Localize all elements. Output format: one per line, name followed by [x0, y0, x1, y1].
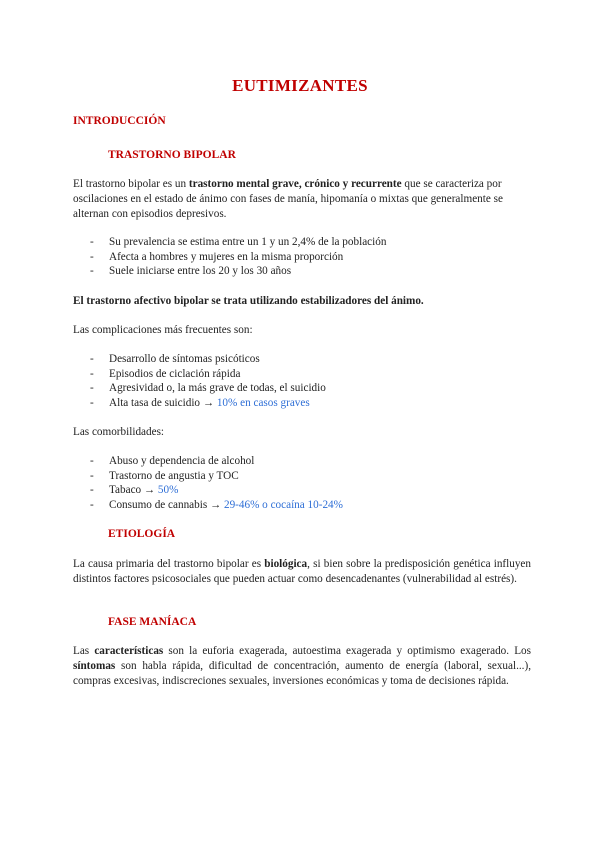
etiology-paragraph: La causa primaria del trastorno bipolar es biológica, si bien sobre la predisposición genética influyen distintos factores psicosociales que pueden actuar como desencadenantes (vulnerabilidad al estrés).: [73, 558, 531, 585]
list-item: - Abuso y dependencia de alcohol: [90, 455, 255, 467]
subheading-etiology: ETIOLOGÍA: [108, 528, 176, 540]
highlight-value: 50%: [157, 484, 179, 496]
list-item: - Agresividad o, la más grave de todas, el suicidio: [90, 382, 326, 394]
bipolar-definition-paragraph: El trastorno bipolar es un trastorno mental grave, crónico y recurrente que se caracteriza por oscilaciones en el estado de ánimo con fases de manía, hipomanía o mixtas que generalmente se alternan con episodios depresivos.: [73, 178, 503, 220]
list-item: - Tabaco → 50%: [90, 484, 179, 496]
list-item: - Episodios de ciclación rápida: [90, 367, 241, 380]
comorbidities-list: [73, 454, 531, 512]
list-item: - Desarrollo de síntomas psicóticos: [90, 353, 260, 365]
subheading-manic-phase: FASE MANÍACA: [108, 616, 197, 628]
list-item: - Consumo de cannabis → 29-46% o cocaína 10-24%: [90, 498, 343, 511]
prevalence-list: [73, 235, 531, 279]
complications-intro: Las complicaciones más frecuentes son:: [73, 324, 253, 336]
section-heading-introduction: INTRODUCCIÓN: [73, 115, 166, 127]
highlight-value: 29-46% o cocaína 10-24%: [223, 498, 343, 511]
manic-phase-paragraph: Las características son la euforia exagerada, autoestima exagerada y optimismo exagerado. Los síntomas son habla rápida, dificultad de concentración, aumento de energía (laboral, sexual...), compras excesivas, indiscreciones sexuales, inversiones económicas y toma de decisiones rápida.: [73, 645, 531, 687]
list-item: - Suele iniciarse entre los 20 y los 30 años: [90, 265, 292, 277]
list-item: - Alta tasa de suicidio → 10% en casos graves: [90, 396, 310, 409]
list-item: - Trastorno de angustia y TOC: [90, 469, 239, 482]
page-title: EUTIMIZANTES: [232, 76, 368, 95]
highlight-value: 10% en casos graves: [216, 396, 310, 409]
list-item: - Afecta a hombres y mujeres en la misma proporción: [90, 250, 344, 263]
subheading-bipolar-disorder: TRASTORNO BIPOLAR: [108, 149, 236, 161]
treatment-sentence: El trastorno afectivo bipolar se trata utilizando estabilizadores del ánimo.: [73, 295, 424, 307]
comorbidities-intro: Las comorbilidades:: [73, 426, 165, 438]
complications-list: [73, 352, 531, 410]
list-item: - Su prevalencia se estima entre un 1 y un 2,4% de la población: [90, 236, 387, 248]
